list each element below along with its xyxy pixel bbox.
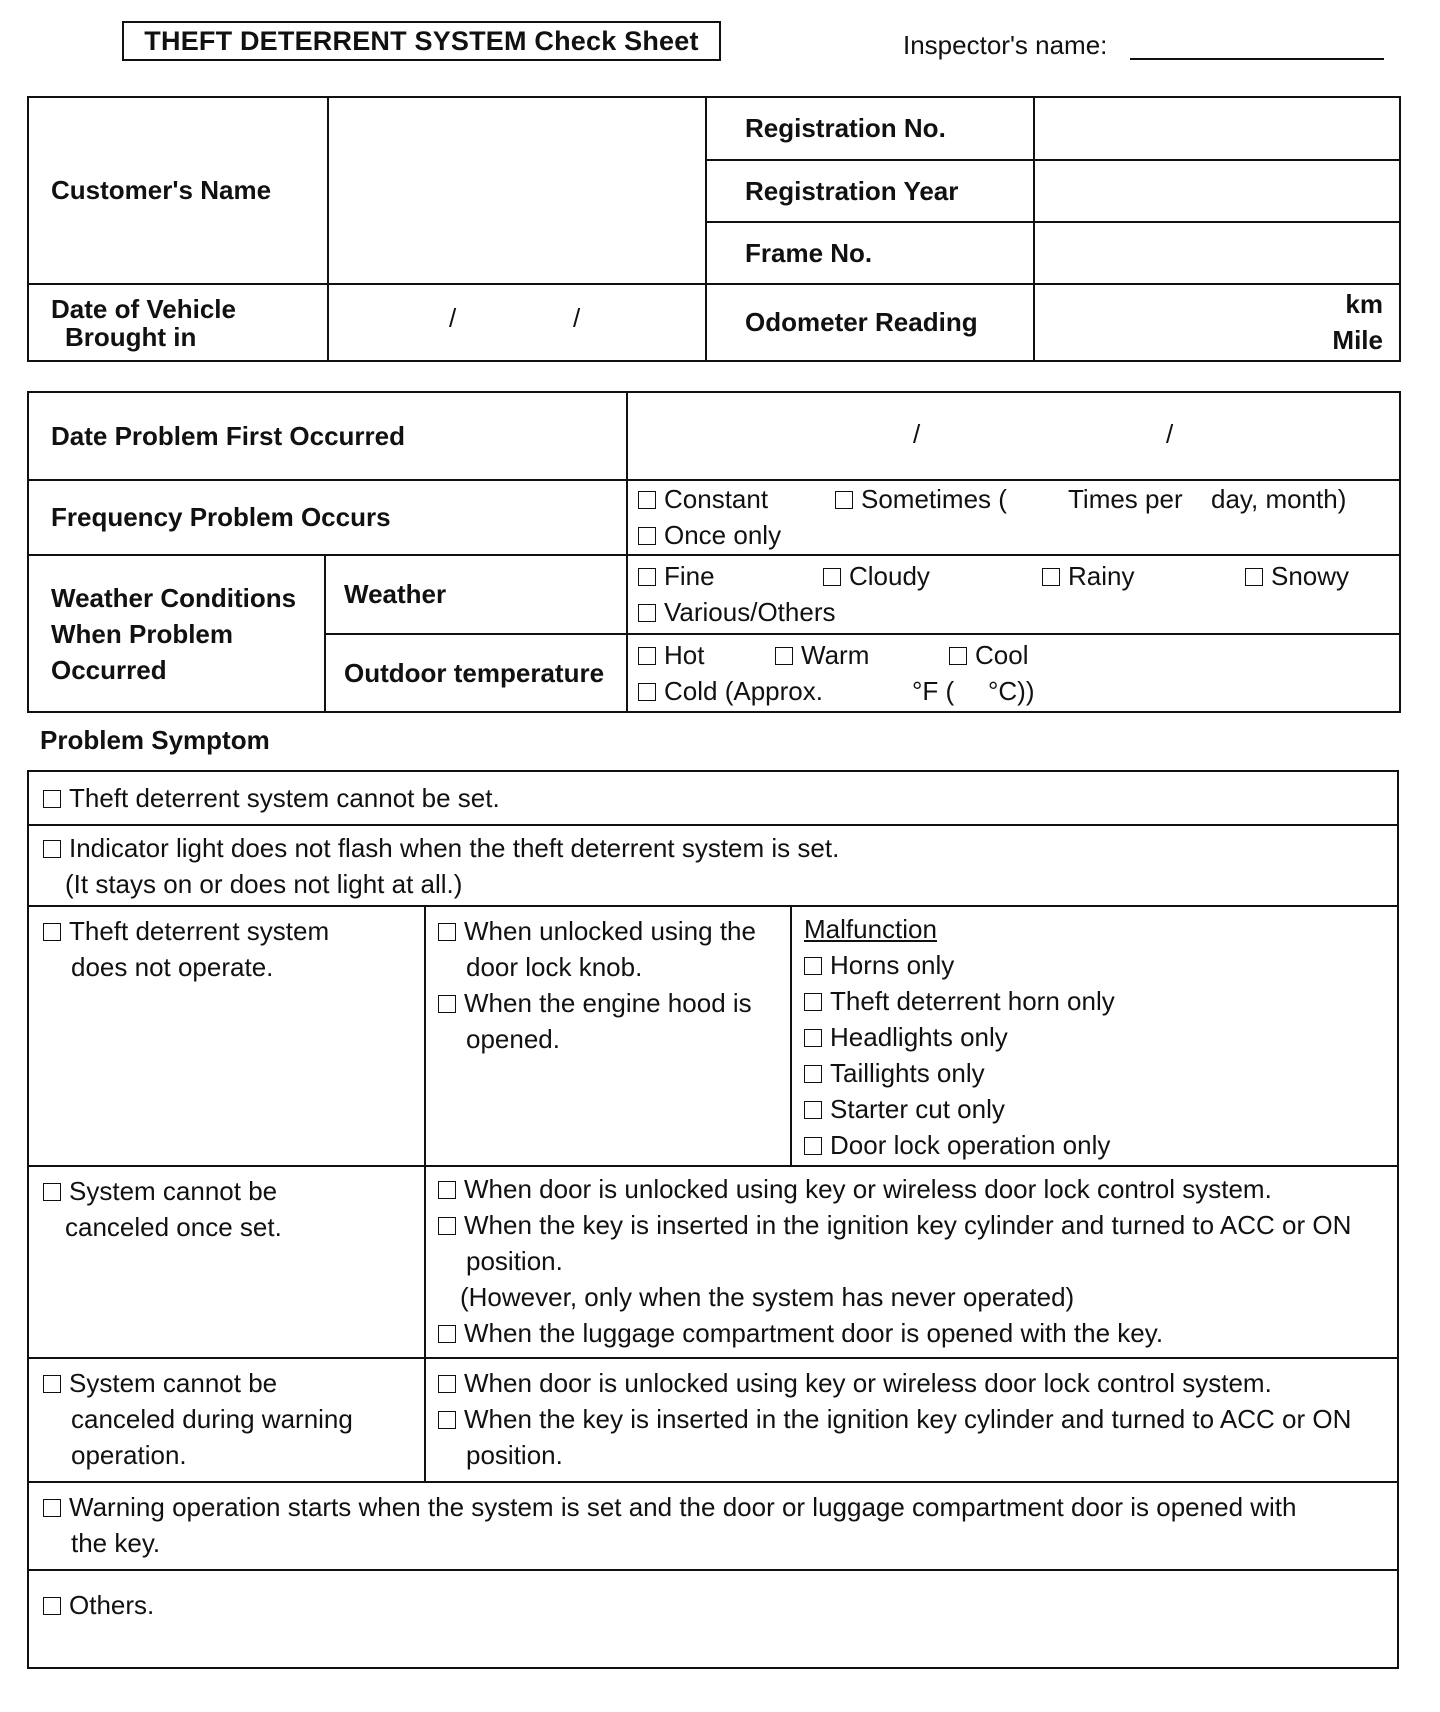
checkbox[interactable]: [438, 1325, 456, 1343]
checkbox[interactable]: [43, 790, 61, 808]
malfunction-item-label: Theft deterrent horn only: [830, 986, 1115, 1016]
frame-no-label: Frame No.: [706, 222, 1034, 284]
malfunction-item-label: Taillights only: [830, 1058, 985, 1088]
malfunction-cell: [791, 906, 1398, 1166]
check-sheet-title: THEFT DETERRENT SYSTEM Check Sheet: [122, 21, 721, 61]
cannot-cancel-set-conditions: [425, 1166, 1398, 1358]
checkbox[interactable]: [1042, 568, 1060, 586]
engine-hood-option[interactable]: [438, 985, 790, 1021]
checkbox[interactable]: [43, 1499, 61, 1517]
temp-fahrenheit: °F (: [912, 676, 955, 706]
weather-various-label: Various/Others: [664, 597, 836, 627]
cancel-set-opt2-label: When the key is inserted in the ignition key cylinder and turned to ACC or ON: [464, 1210, 1352, 1240]
temp-cool-label: Cool: [975, 640, 1029, 670]
frequency-label: Frequency Problem Occurs: [28, 480, 627, 555]
freq-constant-option[interactable]: [638, 481, 768, 517]
checkbox[interactable]: [949, 647, 967, 665]
checkbox[interactable]: [775, 647, 793, 665]
temp-hot-option[interactable]: [638, 637, 704, 673]
checkbox[interactable]: [835, 491, 853, 509]
checkbox[interactable]: [638, 527, 656, 545]
engine-hood-label: When the engine hood is: [464, 988, 752, 1018]
conditions-table: [27, 391, 1401, 713]
checkbox[interactable]: [438, 1411, 456, 1429]
inspector-name-field[interactable]: [1130, 58, 1384, 60]
weather-group-line2: When Problem: [51, 618, 234, 649]
warning-starts-row: [28, 1482, 1398, 1570]
weather-various-option[interactable]: [638, 594, 835, 630]
others-option[interactable]: [43, 1587, 1397, 1623]
cannot-cancel-warn-cell: [28, 1358, 425, 1482]
date-brought-in-field[interactable]: [328, 284, 706, 361]
weather-rainy-option[interactable]: [1042, 558, 1134, 594]
cancel-set-opt1-label: When door is unlocked using key or wireless door lock control system.: [464, 1174, 1272, 1204]
others-label: Others.: [69, 1590, 155, 1620]
temp-warm-label: Warm: [801, 640, 870, 670]
checkbox[interactable]: [638, 568, 656, 586]
cannot-set-option[interactable]: [43, 780, 1397, 816]
freq-sometimes-option[interactable]: [835, 481, 1007, 517]
malfunction-item[interactable]: [804, 947, 1397, 983]
freq-once-label: Once only: [664, 520, 782, 550]
outdoor-temp-label: Outdoor temperature: [325, 634, 627, 712]
checkbox[interactable]: [438, 1375, 456, 1393]
cannot-cancel-warn-label-line2: canceled during warning: [71, 1404, 353, 1434]
cancel-set-opt3[interactable]: [438, 1315, 1397, 1351]
malfunction-item[interactable]: [804, 983, 1397, 1019]
malfunction-list: [804, 947, 1397, 1163]
checkbox[interactable]: [638, 683, 656, 701]
checkbox[interactable]: [43, 1375, 61, 1393]
inspector-name-label: Inspector's name:: [903, 30, 1108, 60]
checkbox[interactable]: [804, 1029, 822, 1047]
malfunction-item-label: Headlights only: [830, 1022, 1008, 1052]
malfunction-item-label: Starter cut only: [830, 1094, 1005, 1124]
checkbox[interactable]: [438, 1217, 456, 1235]
weather-cloudy-label: Cloudy: [849, 561, 930, 591]
indicator-row: [28, 825, 1398, 906]
checkbox[interactable]: [43, 923, 61, 941]
not-operate-cell: [28, 906, 425, 1166]
freq-once-option[interactable]: [638, 517, 781, 553]
frequency-options: [627, 480, 1400, 555]
cancel-warn-opt2-label: When the key is inserted in the ignition key cylinder and turned to ACC or ON: [464, 1404, 1352, 1434]
cannot-cancel-set-option[interactable]: [43, 1173, 424, 1209]
checkbox[interactable]: [638, 604, 656, 622]
malfunction-item[interactable]: [804, 1127, 1397, 1163]
temp-celsius: °C)): [988, 676, 1035, 706]
others-row: [28, 1570, 1398, 1668]
weather-cloudy-option[interactable]: [823, 558, 930, 594]
checkbox[interactable]: [43, 1183, 61, 1201]
malfunction-item[interactable]: [804, 1091, 1397, 1127]
malfunction-heading: Malfunction: [804, 914, 937, 944]
checkbox[interactable]: [438, 995, 456, 1013]
malfunction-item[interactable]: [804, 1055, 1397, 1091]
weather-group-line3: Occurred: [51, 654, 167, 685]
date-brought-in-label-line1: Date of Vehicle: [51, 293, 236, 324]
registration-year-label: Registration Year: [706, 160, 1034, 222]
cancel-warn-opt1-label: When door is unlocked using key or wireless door lock control system.: [464, 1368, 1272, 1398]
outdoor-temp-options: [627, 634, 1400, 712]
warning-starts-option[interactable]: [43, 1489, 1397, 1525]
indicator-label: Indicator light does not flash when the theft deterrent system is set.: [69, 832, 840, 863]
weather-options: [627, 555, 1400, 634]
engine-hood-label-line2: opened.: [466, 1024, 560, 1054]
cancel-set-opt3-label: When the luggage compartment door is opened with the key.: [464, 1318, 1164, 1348]
checkbox[interactable]: [804, 1101, 822, 1119]
cannot-cancel-warn-option[interactable]: [43, 1365, 424, 1401]
not-operate-label-line2: does not operate.: [71, 952, 274, 982]
checkbox[interactable]: [804, 993, 822, 1011]
registration-year-field[interactable]: [1034, 160, 1400, 222]
weather-snowy-option[interactable]: [1245, 558, 1349, 594]
cancel-warn-opt2-label-line2: position.: [466, 1440, 563, 1470]
not-operate-option[interactable]: [43, 913, 424, 949]
date-slash: /: [1166, 419, 1174, 449]
checkbox[interactable]: [43, 840, 61, 858]
freq-sometimes-label: Sometimes (: [861, 484, 1007, 514]
weather-fine-label: Fine: [664, 561, 715, 591]
freq-constant-label: Constant: [664, 484, 769, 514]
freq-times-per: Times per: [1068, 484, 1183, 514]
not-operate-conditions-cell: [425, 906, 791, 1166]
temp-cold-option[interactable]: [638, 673, 823, 709]
cancel-set-opt2[interactable]: [438, 1207, 1397, 1243]
checkbox[interactable]: [1245, 568, 1263, 586]
cannot-cancel-warn-conditions: [425, 1358, 1398, 1482]
cancel-warn-opt2[interactable]: [438, 1401, 1397, 1437]
temp-warm-option[interactable]: [775, 637, 869, 673]
cancel-set-note: (However, only when the system has never operated): [460, 1282, 1075, 1312]
odometer-label: Odometer Reading: [706, 284, 1034, 361]
date-slash: /: [449, 303, 457, 333]
odometer-field[interactable]: [1034, 284, 1400, 361]
weather-conditions-group-label: [28, 555, 325, 712]
checkbox[interactable]: [804, 1065, 822, 1083]
checkbox[interactable]: [804, 1137, 822, 1155]
date-brought-in-label-line2: Brought in: [65, 321, 197, 352]
date-brought-in-label: [28, 284, 328, 361]
date-slash: /: [573, 303, 581, 333]
problem-symptom-heading: Problem Symptom: [40, 725, 270, 755]
customer-name-field[interactable]: [328, 97, 706, 284]
warning-starts-label: Warning operation starts when the system is set and the door or luggage compartment door is opened with: [69, 1492, 1297, 1522]
cancel-set-opt2-label-line2: position.: [466, 1246, 563, 1276]
registration-no-field[interactable]: [1034, 97, 1400, 160]
cannot-cancel-set-label: System cannot be: [69, 1176, 278, 1206]
weather-rainy-label: Rainy: [1068, 561, 1135, 591]
temp-cool-option[interactable]: [949, 637, 1028, 673]
weather-fine-option[interactable]: [638, 558, 715, 594]
frame-no-field[interactable]: [1034, 222, 1400, 284]
date-first-occurred-label: Date Problem First Occurred: [28, 392, 627, 480]
checkbox[interactable]: [638, 647, 656, 665]
customer-name-label: Customer's Name: [28, 97, 328, 284]
malfunction-item[interactable]: [804, 1019, 1397, 1055]
indicator-option[interactable]: [43, 830, 1397, 866]
indicator-note: (It stays on or does not light at all.): [65, 868, 463, 899]
checkbox[interactable]: [438, 1181, 456, 1199]
temp-cold-label: Cold (Approx.: [664, 676, 823, 706]
cannot-cancel-set-cell: [28, 1166, 425, 1358]
mile-unit: Mile: [1332, 325, 1383, 355]
registration-no-label: Registration No.: [706, 97, 1034, 160]
unlocked-knob-label-line2: door lock knob.: [466, 952, 643, 982]
unlocked-knob-label: When unlocked using the: [464, 916, 756, 946]
cancel-set-opt1[interactable]: [438, 1171, 1397, 1207]
cancel-warn-opt1[interactable]: [438, 1365, 1397, 1401]
weather-label: Weather: [325, 555, 627, 634]
checkbox[interactable]: [823, 568, 841, 586]
checkbox[interactable]: [438, 923, 456, 941]
cannot-cancel-warn-label: System cannot be: [69, 1368, 278, 1398]
freq-day-month: day, month): [1211, 484, 1347, 514]
km-unit: km: [1345, 289, 1383, 319]
date-slash: /: [913, 419, 921, 449]
unlocked-knob-option[interactable]: [438, 913, 790, 949]
cannot-cancel-warn-label-line3: operation.: [71, 1440, 187, 1470]
checkbox[interactable]: [43, 1597, 61, 1615]
malfunction-item-label: Door lock operation only: [830, 1130, 1111, 1160]
cannot-cancel-set-label-line2: canceled once set.: [65, 1212, 282, 1242]
cannot-set-row: [28, 771, 1398, 825]
checkbox[interactable]: [638, 491, 656, 509]
warning-starts-label-line2: the key.: [71, 1528, 161, 1558]
vehicle-info-table: [27, 96, 1401, 362]
date-first-occurred-field[interactable]: [627, 392, 1400, 480]
weather-group-line1: Weather Conditions: [51, 582, 297, 613]
problem-symptom-table: [27, 770, 1399, 1669]
cannot-set-label: Theft deterrent system cannot be set.: [69, 783, 500, 813]
weather-snowy-label: Snowy: [1271, 561, 1350, 591]
temp-hot-label: Hot: [664, 640, 705, 670]
not-operate-label: Theft deterrent system: [69, 916, 330, 946]
malfunction-item-label: Horns only: [830, 950, 955, 980]
checkbox[interactable]: [804, 957, 822, 975]
